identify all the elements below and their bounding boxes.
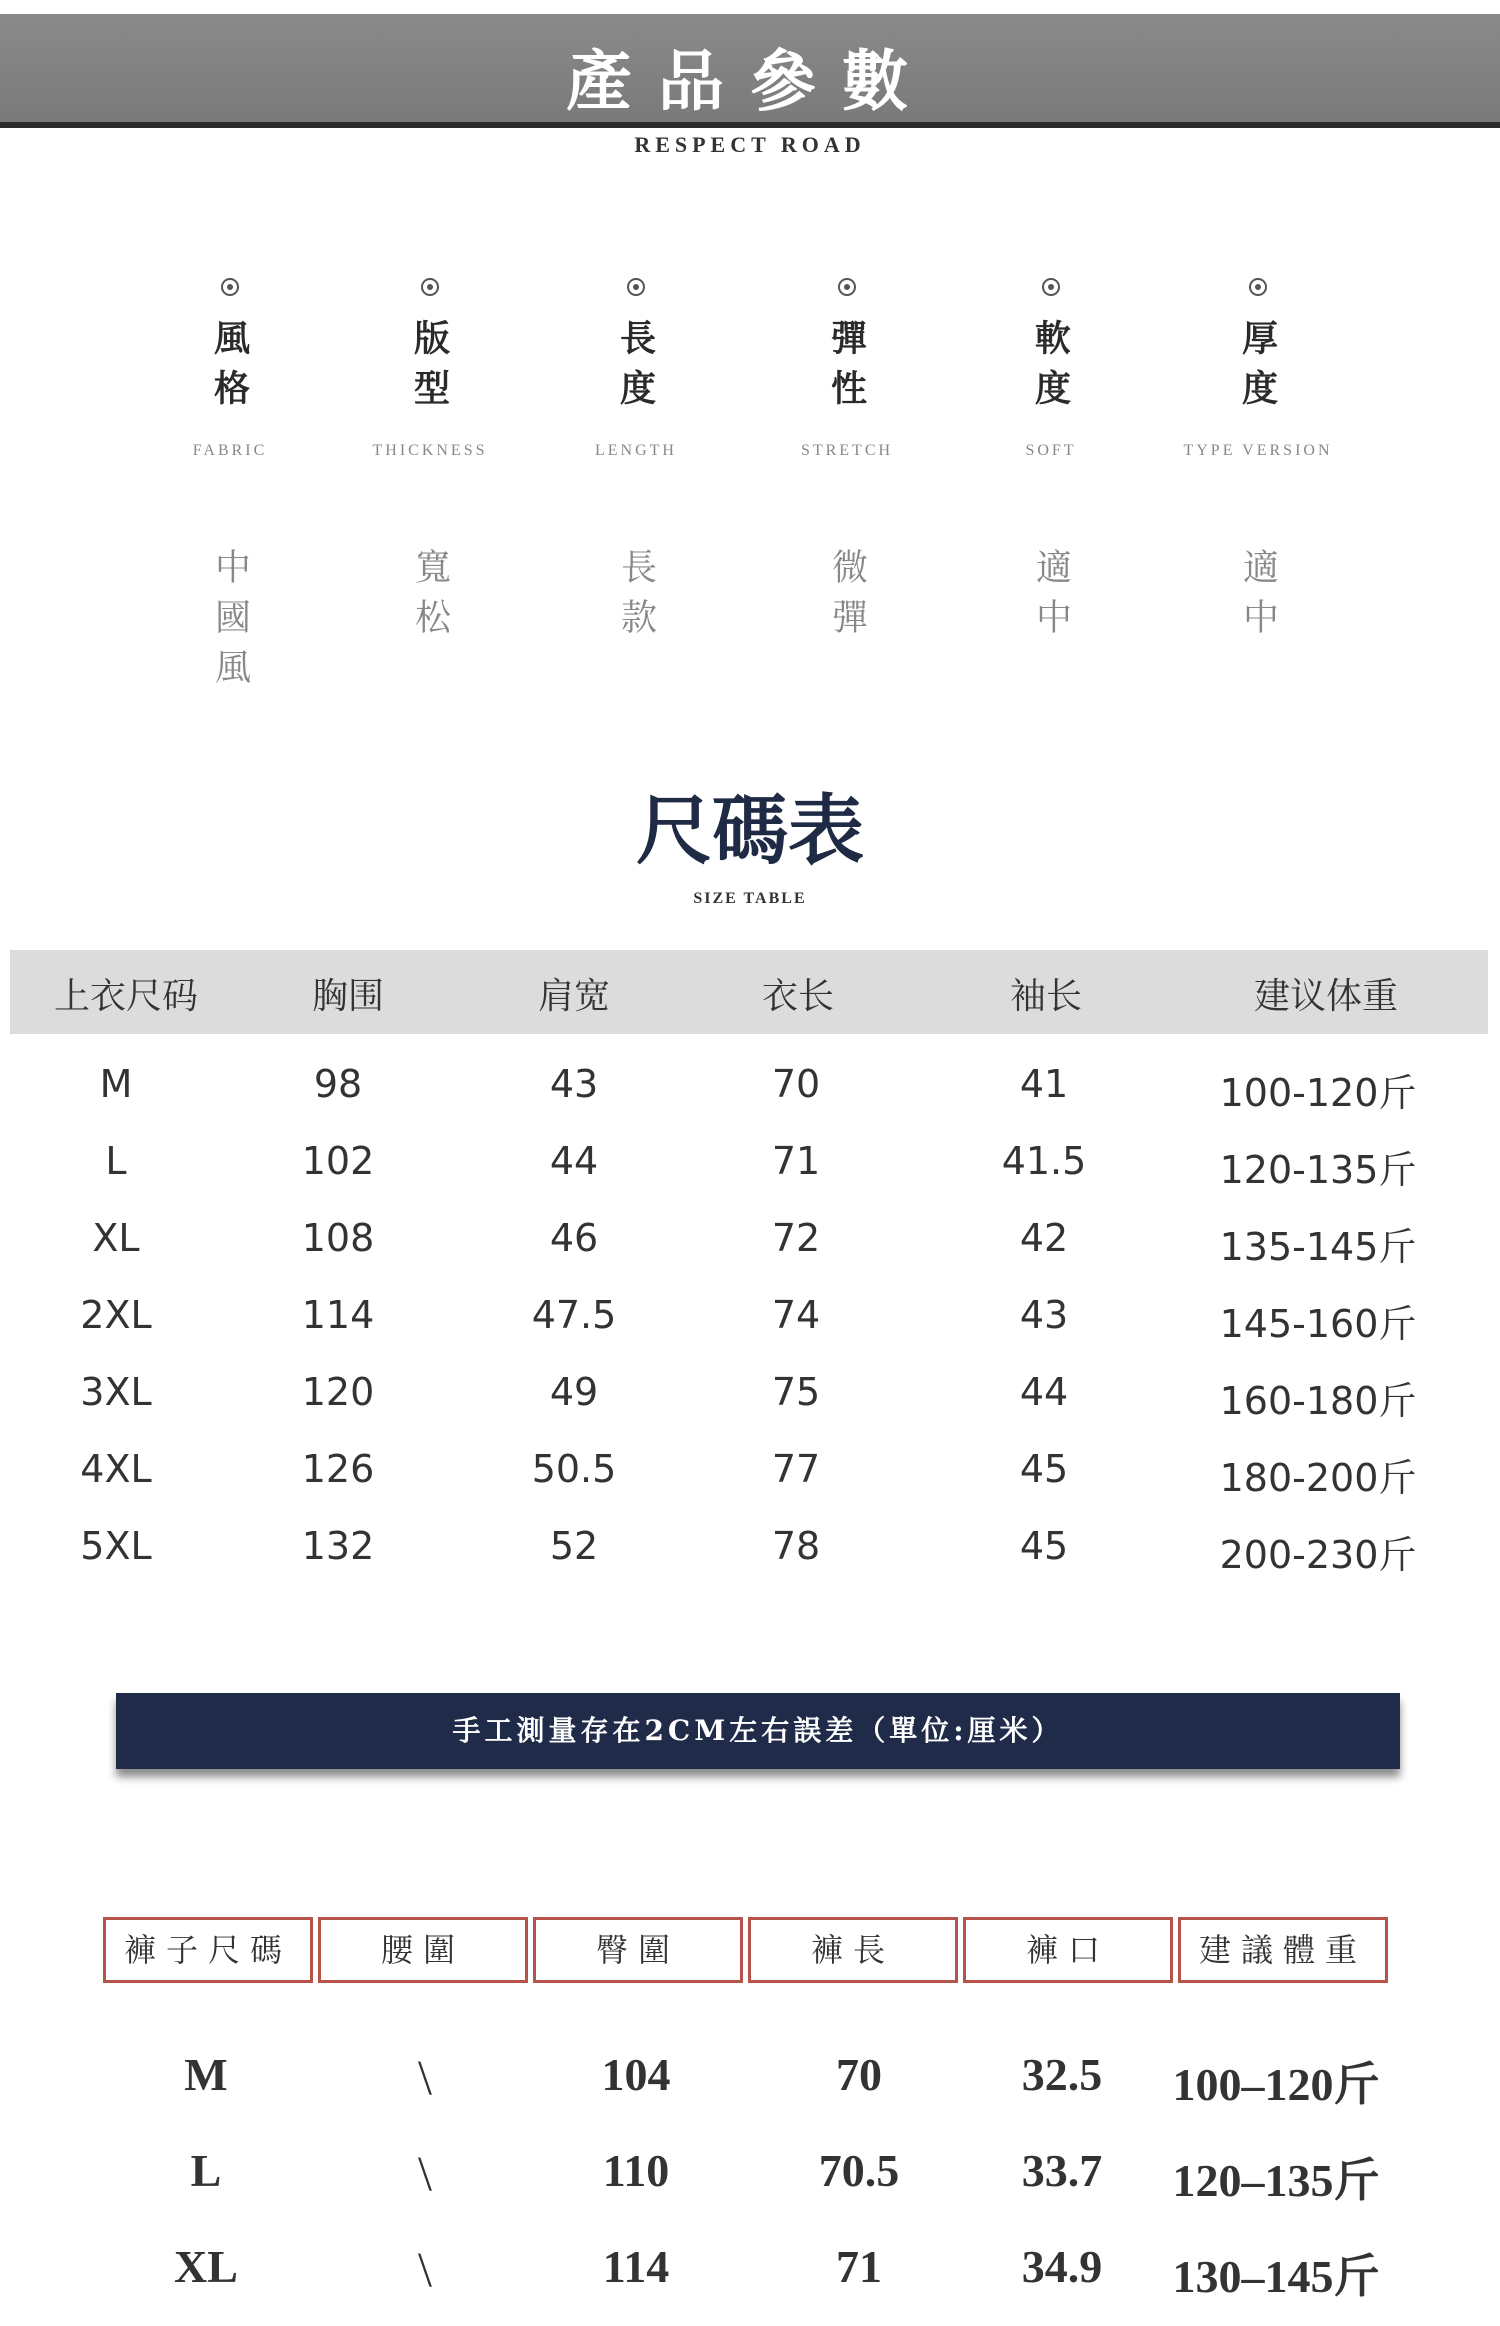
table-cell: 100-120斤 [1219,1071,1417,1115]
table-cell: XL [174,2241,238,2292]
table-cell: 43 [1019,1293,1069,1337]
table-row [0,1127,1500,1204]
table-row [0,1050,1500,1127]
table-cell: \ [418,2049,432,2105]
table-row [0,2134,1500,2230]
pants-header-cell: 褲子尺碼 [103,1917,313,1983]
param-name: 長度 [614,319,657,419]
table-cell: \ [418,2145,432,2201]
table-cell: 126 [301,1447,375,1491]
param-item-fit [350,278,510,648]
param-en-label: STRETCH [800,442,894,459]
table-cell: 75 [771,1370,821,1414]
table-cell: 160-180斤 [1219,1379,1417,1423]
measurement-note: 手工測量存在2CM左右誤差（單位:厘米） [116,1693,1400,1769]
table-header-cell: 建议体重 [1253,976,1399,1017]
table-header-cell: 衣长 [761,976,835,1017]
table-cell: 120–135斤 [1172,2155,1380,2206]
radio-icon [421,278,439,296]
param-en-label: SOFT [1025,442,1077,459]
page-title: 產品參數 [566,42,934,120]
table-cell: 110 [602,2145,670,2196]
table-cell: 5XL [80,1524,152,1568]
param-value: 中國風 [209,548,251,698]
table-cell: \ [418,2241,432,2297]
pants-header-cell: 褲口 [963,1917,1173,1983]
table-row [0,2230,1500,2326]
size-table-title: 尺碼表 [636,786,864,875]
param-item-length [556,278,716,648]
table-cell: 104 [601,2049,671,2100]
table-header-row [10,950,1488,1034]
table-cell: 70.5 [818,2145,900,2196]
table-cell: 33.7 [1021,2145,1103,2196]
param-name: 彈性 [825,319,868,419]
radio-icon [1042,278,1060,296]
param-value: 長款 [615,548,657,648]
table-cell: 132 [301,1524,375,1568]
table-row [0,1281,1500,1358]
table-cell: 72 [771,1216,821,1260]
table-cell: 145-160斤 [1219,1302,1417,1346]
table-cell: 44 [549,1139,599,1183]
table-cell: 42 [1019,1216,1069,1260]
table-cell: M [184,2049,228,2100]
param-item-softness [971,278,1131,648]
param-name: 軟度 [1029,319,1072,419]
table-cell: 135-145斤 [1219,1225,1417,1269]
table-cell: 4XL [80,1447,152,1491]
table-header-cell: 上衣尺码 [53,976,199,1017]
table-header-cell: 肩宽 [537,976,611,1017]
table-cell: 200-230斤 [1219,1533,1417,1577]
table-cell: 120 [301,1370,375,1414]
param-item-stretch [767,278,927,648]
radio-icon [1249,278,1267,296]
header-banner [0,14,1500,128]
table-cell: 77 [771,1447,821,1491]
table-cell: 114 [301,1293,375,1337]
table-cell: 108 [301,1216,375,1260]
radio-icon [838,278,856,296]
param-en-label: LENGTH [595,442,677,459]
table-cell: L [190,2145,222,2196]
table-header-cell: 胸围 [311,976,385,1017]
table-cell: 98 [313,1062,363,1106]
table-cell: 34.9 [1021,2241,1103,2292]
table-cell: 50.5 [531,1447,617,1491]
table-cell: M [99,1062,133,1106]
table-cell: 120-135斤 [1219,1148,1417,1192]
table-row [0,1435,1500,1512]
table-cell: 41 [1019,1062,1069,1106]
table-row [0,2038,1500,2134]
table-cell: 52 [549,1524,599,1568]
param-name: 風格 [208,319,251,419]
table-cell: 3XL [80,1370,152,1414]
pants-header-cell: 臀圍 [533,1917,743,1983]
param-item-thickness [1178,278,1338,648]
pants-header-cell: 褲長 [748,1917,958,1983]
pants-header-cell: 腰圍 [318,1917,528,1983]
table-cell: 46 [549,1216,599,1260]
table-cell: 71 [836,2241,882,2292]
radio-icon [627,278,645,296]
param-value: 寬松 [409,548,451,648]
table-cell: 100–120斤 [1172,2059,1380,2110]
param-en-label: TYPE VERSION [1183,442,1333,459]
table-cell: 44 [1019,1370,1069,1414]
param-value: 適中 [1030,548,1072,648]
param-name: 厚度 [1236,319,1279,419]
param-item-style [150,278,310,698]
radio-icon [221,278,239,296]
table-cell: 32.5 [1021,2049,1103,2100]
table-cell: 180-200斤 [1219,1456,1417,1500]
table-row [0,1358,1500,1435]
table-cell: 49 [549,1370,599,1414]
table-cell: 102 [301,1139,375,1183]
table-cell: XL [92,1216,140,1260]
table-cell: 130–145斤 [1172,2251,1380,2302]
table-cell: 41.5 [1001,1139,1087,1183]
table-cell: 47.5 [531,1293,617,1337]
table-cell: 71 [771,1139,821,1183]
table-row [0,1512,1500,1589]
table-cell: 114 [602,2241,670,2292]
param-en-label: THICKNESS [372,442,488,459]
pants-header-cell: 建議體重 [1178,1917,1388,1983]
table-cell: 45 [1019,1447,1069,1491]
table-cell: 2XL [80,1293,152,1337]
param-en-label: FABRIC [192,442,268,459]
param-name: 版型 [408,319,451,419]
param-value: 微彈 [826,548,868,648]
table-cell: 45 [1019,1524,1069,1568]
param-value: 適中 [1237,548,1279,648]
table-cell: 70 [836,2049,882,2100]
table-cell: 78 [771,1524,821,1568]
table-cell: 70 [771,1062,821,1106]
table-cell: 74 [771,1293,821,1337]
size-table-subtitle: SIZE TABLE [693,890,807,907]
table-row [0,1204,1500,1281]
table-header-cell: 袖长 [1009,976,1083,1017]
table-cell: 43 [549,1062,599,1106]
table-cell: L [105,1139,127,1183]
brand-name: RESPECT ROAD [634,132,866,157]
